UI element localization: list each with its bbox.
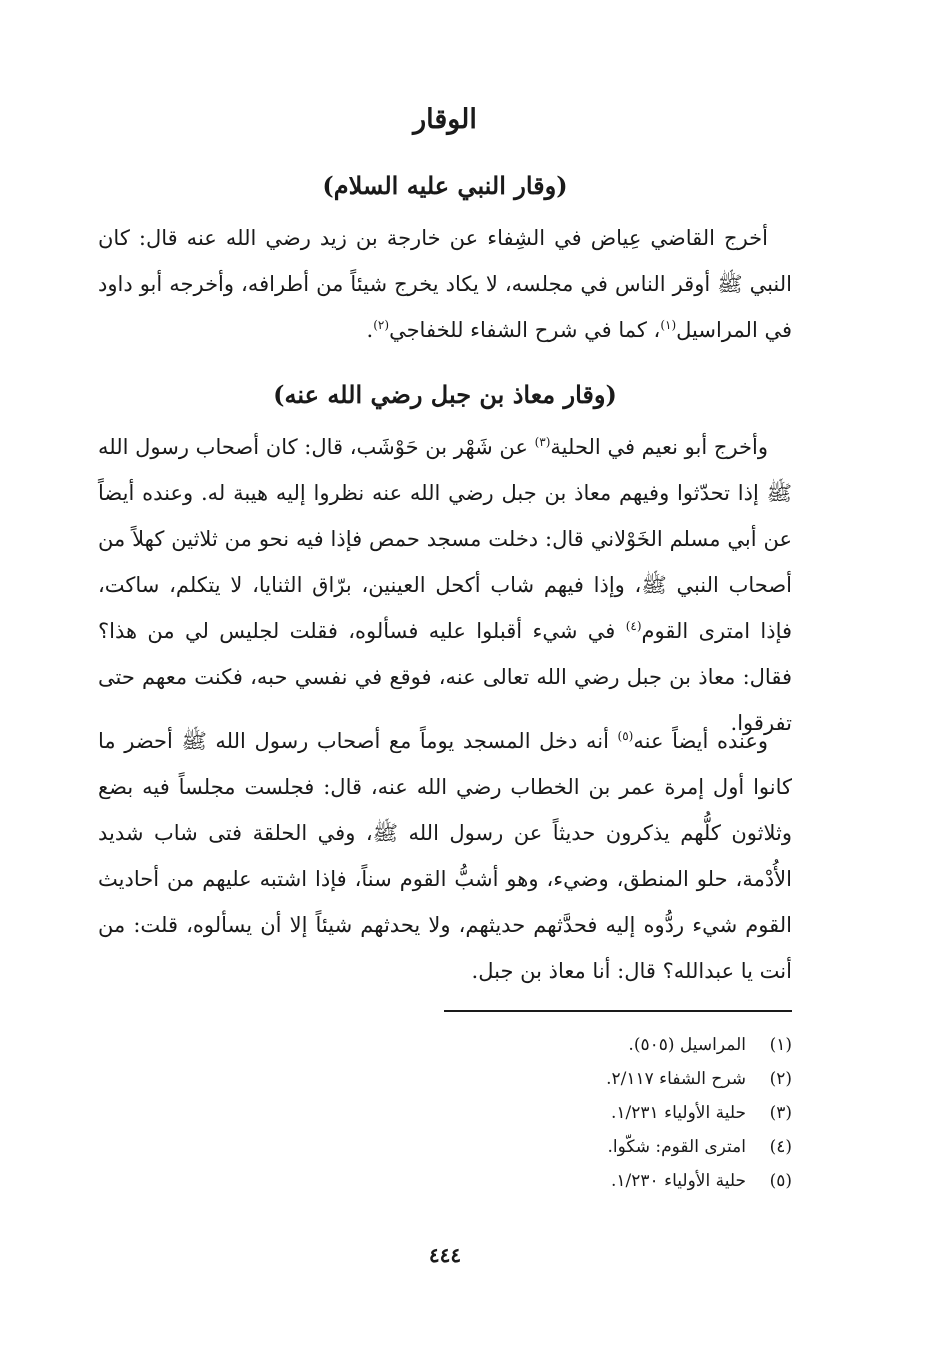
footnote-divider bbox=[444, 1010, 792, 1012]
book-page bbox=[98, 0, 792, 1360]
chapter-title: الوقار bbox=[413, 104, 477, 135]
footnote-reference-3: (٣) bbox=[534, 435, 551, 449]
footnote-text: شرح الشفاء ٢/١١٧. bbox=[606, 1069, 746, 1089]
footnote-reference-4: (٤) bbox=[625, 619, 642, 633]
footnote-item bbox=[392, 1130, 792, 1164]
paragraph-text: أخرج القاضي عِياض في الشِفاء عن خارجة بن زيد رضي الله عنه قال: كان النبي ﷺ أوقر الناس في مجلسه، لا يكاد يخرج شيئاً من أطرافه، وأخرجه أبو داود في المراسيل bbox=[98, 226, 792, 342]
footnote-reference-5: (٥) bbox=[617, 729, 634, 743]
footnote-number: (٤) bbox=[769, 1137, 792, 1157]
paragraph-text: ، كما في شرح الشفاء للخفاجي bbox=[389, 318, 661, 342]
page-number: ٤٤٤ bbox=[428, 1243, 462, 1267]
section-heading-muadh: (وقار معاذ بن جبل رضي الله عنه) bbox=[273, 380, 617, 409]
paragraph-text: وعنده أيضاً عنه bbox=[633, 729, 768, 753]
footnote-number: (٥) bbox=[769, 1171, 792, 1191]
section-heading-prophet: (وقار النبي عليه السلام) bbox=[322, 171, 568, 200]
footnote-number: (٣) bbox=[769, 1103, 792, 1123]
footnote-reference-2: (٢) bbox=[373, 318, 390, 332]
paragraph-text: في شيء أقبلوا عليه فسألوه، فقلت لجليس لي من هذا؟ فقال: معاذ بن جبل رضي الله تعالى عنه، فوقع في نفسي حبه، فكنت معهم حتى تفرقوا. bbox=[98, 619, 792, 735]
paragraph-text: أنه دخل المسجد يوماً مع أصحاب رسول الله ﷺ أحضر ما كانوا أول إمرة عمر بن الخطاب رضي الله عنه، قال: فجلست مجلساً فيه بضع وثلاثون كلُّهم يذكرون حديثاً عن رسول الله ﷺ، وفي الحلقة فتى شاب شديد الأُدْمة، حلو المنطق، وضيء، وهو أشبُّ القوم سناً، فإذا اشتبه عليهم من أحاديث القوم شيء ردُّوه إليه فحدَّثهم حديثهم، ولا يحدثهم شيئاً إلا أن يسألوه، قلت: من أنت يا عبدالله؟ قال: أنا معاذ بن جبل. bbox=[98, 729, 792, 983]
footnote-item bbox=[392, 1062, 792, 1096]
paragraph-text: . bbox=[366, 318, 374, 342]
footnote-number: (١) bbox=[769, 1035, 792, 1055]
footnote-text: امترى القوم: شكّوا. bbox=[607, 1137, 746, 1157]
paragraph-prophet-dignity bbox=[98, 215, 792, 353]
paragraph-muadh-mosque bbox=[98, 718, 792, 994]
paragraph-text: وأخرج أبو نعيم في الحلية bbox=[550, 435, 768, 459]
footnote-item bbox=[392, 1164, 792, 1198]
footnote-text: حلية الأولياء ١/٢٣٠. bbox=[611, 1171, 746, 1191]
footnote-item bbox=[392, 1028, 792, 1062]
footnote-reference-1: (١) bbox=[660, 318, 677, 332]
footnote-item bbox=[392, 1096, 792, 1130]
paragraph-text: عن شَهْر بن حَوْشَب، قال: كان أصحاب رسول الله ﷺ إذا تحدّثوا وفيهم معاذ بن جبل رضي الله عنه نظروا إليه هيبة له. وعنده أيضاً عن أبي مسلم الخَوْلاني قال: دخلت مسجد حمص فإذا فيه نحو من ثلاثين كهلاً من أصحاب النبي ﷺ، وإذا فيهم شاب أكحل العينين، برّاق الثنايا، لا يتكلم، ساكت، فإذا امترى القوم bbox=[98, 435, 793, 643]
footnote-number: (٢) bbox=[769, 1069, 792, 1089]
footnote-text: حلية الأولياء ١/٢٣١. bbox=[611, 1103, 746, 1123]
footnotes-list bbox=[392, 1028, 792, 1198]
footnote-text: المراسيل (٥٠٥). bbox=[628, 1035, 746, 1055]
paragraph-muadh-hilya bbox=[98, 424, 792, 746]
